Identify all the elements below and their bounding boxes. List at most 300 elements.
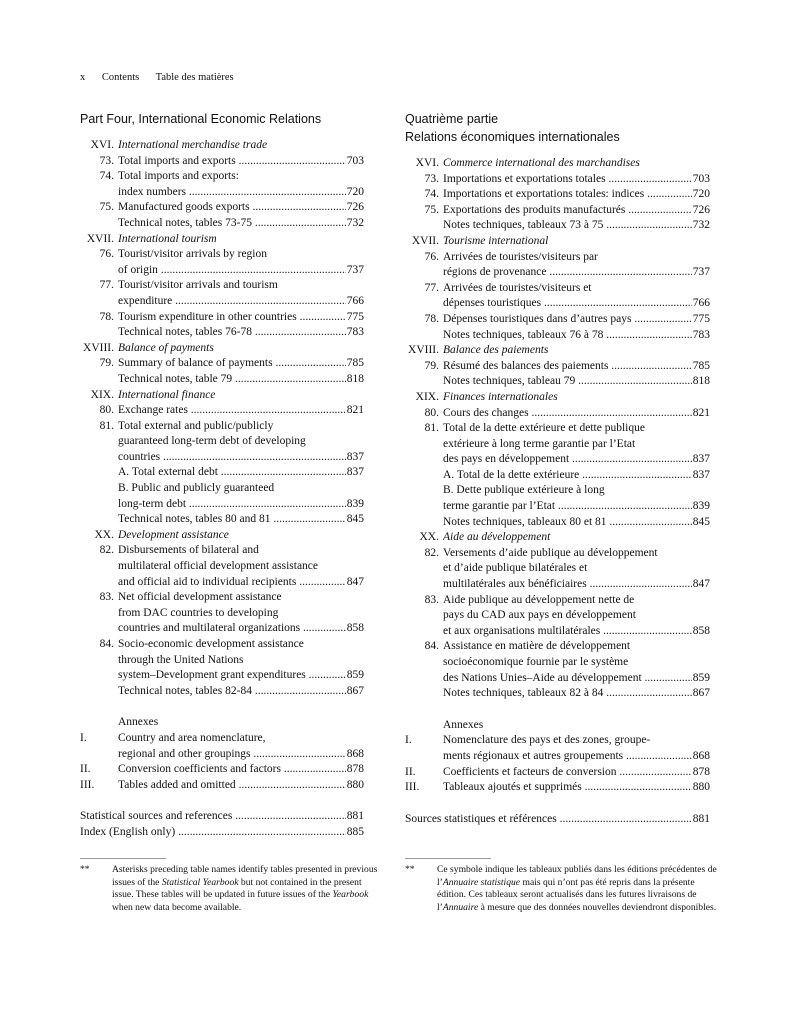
- part-title-line: Part Four, International Economic Relations: [80, 112, 322, 126]
- toc-line: [405, 390, 710, 406]
- entry-number: 82.: [99, 544, 114, 557]
- entry-title: Conversion coefficients and factors .....: [118, 762, 346, 778]
- toc-line: [80, 341, 364, 357]
- entry-number: 77.: [99, 279, 114, 292]
- toc-entry: [405, 172, 710, 188]
- indent: [80, 294, 118, 310]
- indent: [405, 608, 443, 624]
- indent: [405, 218, 443, 234]
- toc-line: [80, 653, 364, 669]
- toc-line: [405, 639, 710, 655]
- toc-entry: [80, 356, 364, 372]
- indent: [405, 483, 443, 499]
- page-number: 785: [692, 359, 710, 372]
- footnote-segment: Annuaire: [442, 901, 479, 913]
- toc-entry: [80, 185, 364, 201]
- entry-number: 76.: [99, 248, 114, 261]
- footnote-mark: **: [80, 864, 90, 875]
- indent: [405, 296, 443, 312]
- indent: [405, 328, 443, 344]
- entry-title: Technical notes, tables 80 and 81 .....: [118, 512, 346, 528]
- indent: [80, 325, 118, 341]
- indent: [405, 718, 443, 734]
- toc-entry: [80, 465, 364, 481]
- entry-title: Notes techniques, tableau 79 .....: [443, 374, 692, 390]
- running-head: [80, 72, 248, 83]
- entry-title: terme garantie par l’Etat .....: [443, 499, 692, 515]
- toc-line: [405, 234, 710, 250]
- entry-title: regional and other groupings .....: [118, 747, 346, 763]
- entry-number: XVII.: [411, 234, 439, 247]
- entry-number: 73.: [424, 172, 439, 185]
- toc-entry: [80, 778, 364, 794]
- entry-number: 80.: [99, 404, 114, 417]
- entry-title: International finance: [118, 388, 216, 401]
- toc-line: [80, 138, 364, 154]
- entry-title: Sources statistiques et références .....: [405, 812, 692, 828]
- footnote-segment: à mesure que des données nouvelles deviendront disponibles.: [478, 901, 717, 913]
- entry-title: expenditure .....: [118, 294, 346, 310]
- toc-entry: [405, 499, 710, 515]
- entry-title: Tourist/visitor arrivals and tourism: [118, 279, 278, 292]
- entry-title: des pays en développement .....: [443, 452, 692, 468]
- footnote-mark: **: [405, 864, 415, 875]
- footnote-text: [437, 864, 723, 914]
- entry-title: Tourisme international: [443, 234, 549, 247]
- indent: [80, 465, 118, 481]
- entry-title: Tableaux ajoutés et supprimés .....: [443, 780, 692, 796]
- page-number: 867: [346, 684, 364, 697]
- page-number: 859: [346, 669, 364, 682]
- entry-number: II.: [405, 765, 416, 778]
- toc-entry: [405, 187, 710, 203]
- toc-line: [405, 733, 710, 749]
- entry-title: dépenses touristiques .....: [443, 296, 692, 312]
- toc-line: [80, 528, 364, 544]
- entry-number: XX.: [94, 528, 114, 541]
- entry-title: countries and multilateral organizations .....: [118, 621, 346, 637]
- indent: [405, 437, 443, 453]
- entry-title: B. Public and publicly guaranteed: [118, 482, 275, 495]
- footnote-segment: Yearbook: [332, 889, 369, 901]
- indent: [80, 575, 118, 591]
- entry-number: 83.: [424, 593, 439, 606]
- entry-title: long-term debt .....: [118, 497, 346, 513]
- footnote-segment: Ce symbole indique les tableaux publiés dans les éditions précédentes de l’: [437, 864, 717, 888]
- toc-line: [405, 608, 710, 624]
- entry-title: International tourism: [118, 232, 217, 245]
- page-number: 737: [692, 266, 710, 279]
- toc-entry: [405, 328, 710, 344]
- toc-entry: [405, 686, 710, 702]
- entry-title: socioéconomique fournie par le système: [443, 656, 629, 668]
- entry-number: 81.: [99, 419, 114, 432]
- running-head-contents: Contents: [101, 72, 140, 83]
- entry-title: Technical notes, tables 76-78 .....: [118, 325, 346, 341]
- indent: [80, 481, 118, 497]
- entry-title: Total imports and exports .....: [118, 154, 346, 170]
- toc-line: [405, 250, 710, 266]
- toc-entry: [405, 749, 710, 765]
- page-number: 845: [692, 515, 710, 528]
- entry-title: Country and area nomenclature,: [118, 731, 266, 744]
- entry-title: A. Total external debt .....: [118, 465, 346, 481]
- entry-number: I.: [80, 731, 87, 744]
- entry-title: ments régionaux et autres groupements .....: [443, 749, 692, 765]
- entry-number: 83.: [99, 591, 114, 604]
- entry-number: XIX.: [415, 390, 439, 403]
- toc-entry: [80, 154, 364, 170]
- toc-line: [405, 655, 710, 671]
- entry-title: Versements d’aide publique au développement: [443, 546, 658, 559]
- page-number: 703: [346, 154, 364, 167]
- entry-title: pays du CAD aux pays en développement: [443, 609, 636, 622]
- entry-title: Technical notes, tables 82-84 .....: [118, 684, 346, 700]
- entry-title: B. Dette publique extérieure à long: [443, 484, 605, 497]
- entry-title: des Nations Unies–Aide au développement .....: [443, 671, 692, 687]
- page-number: 737: [346, 263, 364, 276]
- toc-entry: [80, 825, 364, 841]
- french-toc-list: [405, 156, 710, 827]
- toc-line: [405, 561, 710, 577]
- footnote-segment: mais qui n’ont pas été repris dans la présente édition. Ces tableaux seront actualisés dans les futures livraisons de l’: [437, 876, 697, 913]
- english-contents-column: [80, 110, 364, 841]
- entry-title: Disbursements of bilateral and: [118, 544, 259, 557]
- toc-entry: [80, 200, 364, 216]
- entry-title: Summary of balance of payments .....: [118, 356, 346, 372]
- entry-title: Net official development assistance: [118, 591, 282, 604]
- indent: [80, 621, 118, 637]
- spacer: [405, 796, 710, 812]
- entry-title: Notes techniques, tableaux 76 à 78 .....: [443, 328, 692, 344]
- page-number: 766: [692, 297, 710, 310]
- page-number: 837: [346, 450, 364, 463]
- page-number: 867: [692, 687, 710, 700]
- entry-title: extérieure à long terme garantie par l’Etat: [443, 437, 636, 450]
- indent: [80, 216, 118, 232]
- entry-number: II.: [80, 763, 91, 776]
- toc-line: [405, 546, 710, 562]
- entry-number: 78.: [424, 312, 439, 325]
- english-toc-list: [80, 138, 364, 841]
- indent: [80, 559, 118, 575]
- indent: [80, 434, 118, 450]
- footnote-french: [405, 858, 723, 914]
- toc-entry: [80, 450, 364, 466]
- toc-entry: [405, 812, 710, 828]
- page-number: 878: [692, 765, 710, 778]
- entry-number: 75.: [99, 201, 114, 214]
- toc-line: [80, 637, 364, 653]
- entry-number: III.: [80, 778, 95, 791]
- toc-line: [405, 281, 710, 297]
- toc-entry: [80, 809, 364, 825]
- footnote-rule: [80, 858, 166, 859]
- entry-title: through the United Nations: [118, 653, 244, 666]
- page-number: 881: [346, 810, 364, 823]
- toc-line: [80, 232, 364, 248]
- toc-entry: [405, 359, 710, 375]
- entry-title: Importations et exportations totales: indices .....: [443, 187, 692, 203]
- entry-number: XVI.: [415, 157, 439, 169]
- page-number: 775: [692, 312, 710, 325]
- entry-title: Balance of payments: [118, 341, 214, 354]
- page-number: 837: [346, 466, 364, 479]
- entry-title: Aide au développement: [443, 531, 551, 544]
- indent: [80, 497, 118, 513]
- entry-number: XVIII.: [83, 341, 114, 354]
- entry-title: Tourism expenditure in other countries .....: [118, 310, 346, 326]
- toc-line: [80, 590, 364, 606]
- indent: [405, 374, 443, 390]
- toc-entry: [405, 374, 710, 390]
- page-number: 845: [346, 513, 364, 526]
- toc-entry: [405, 265, 710, 281]
- toc-entry: [80, 668, 364, 684]
- toc-line: [80, 481, 364, 497]
- toc-entry: [80, 497, 364, 513]
- indent: [405, 468, 443, 484]
- toc-line: [80, 434, 364, 450]
- entry-number: I.: [405, 734, 412, 747]
- entry-number: 76.: [424, 250, 439, 263]
- entry-title: Tourist/visitor arrivals by region: [118, 248, 267, 261]
- toc-line: [80, 715, 364, 731]
- footnote-segment: Annuaire statistique: [442, 876, 521, 888]
- entry-title: A. Total de la dette extérieure .....: [443, 468, 692, 484]
- entry-title: Importations et exportations totales .....: [443, 172, 692, 188]
- page-number: 881: [692, 812, 710, 825]
- toc-entry: [80, 325, 364, 341]
- entry-title: of origin .....: [118, 263, 346, 279]
- page-number: 859: [692, 671, 710, 684]
- entry-title: et aux organisations multilatérales .....: [443, 624, 692, 640]
- page-number: 720: [692, 188, 710, 201]
- entry-title: Index (English only) .....: [80, 825, 346, 841]
- toc-entry: [405, 452, 710, 468]
- toc-line: [80, 606, 364, 622]
- toc-line: [80, 278, 364, 294]
- indent: [405, 686, 443, 702]
- toc-line: [80, 543, 364, 559]
- page-number: 726: [346, 201, 364, 214]
- entry-title: Dépenses touristiques dans d’autres pays .....: [443, 312, 692, 328]
- page-number: 880: [346, 778, 364, 791]
- page-number: 885: [346, 825, 364, 838]
- entry-number: 84.: [424, 640, 439, 653]
- page-number: 821: [346, 404, 364, 417]
- page-number: 858: [346, 622, 364, 635]
- indent: [80, 185, 118, 201]
- page-number: 878: [346, 763, 364, 776]
- entry-title: Notes techniques, tableaux 82 à 84 .....: [443, 686, 692, 702]
- entry-number: 77.: [424, 281, 439, 294]
- page-number: 818: [692, 375, 710, 388]
- toc-entry: [405, 312, 710, 328]
- entry-number: 75.: [424, 203, 439, 216]
- toc-line: [405, 343, 710, 359]
- indent: [405, 624, 443, 640]
- entry-number: 74.: [424, 188, 439, 201]
- toc-line: [405, 437, 710, 453]
- toc-entry: [80, 372, 364, 388]
- entry-title: Notes techniques, tableaux 80 et 81 .....: [443, 515, 692, 531]
- entry-number: 82.: [424, 546, 439, 559]
- entry-title: régions de provenance .....: [443, 265, 692, 281]
- indent: [405, 577, 443, 593]
- toc-entry: [80, 512, 364, 528]
- entry-number: 79.: [99, 357, 114, 370]
- entry-number: 81.: [424, 422, 439, 435]
- entry-title: countries .....: [118, 450, 346, 466]
- entry-title: Nomenclature des pays et des zones, groupe-: [443, 734, 651, 747]
- toc-entry: [80, 310, 364, 326]
- page-number: 783: [346, 326, 364, 339]
- entry-title: Résumé des balances des paiements .....: [443, 359, 692, 375]
- page-number: 837: [692, 468, 710, 481]
- entry-title: Technical notes, table 79 .....: [118, 372, 346, 388]
- entry-title: Statistical sources and references .....: [80, 809, 346, 825]
- entry-title: Total imports and exports:: [118, 170, 239, 183]
- entry-title: et d’aide publique bilatérales et: [443, 562, 588, 575]
- entry-title: Arrivées de touristes/visiteurs et: [443, 281, 592, 294]
- indent: [405, 265, 443, 281]
- indent: [80, 512, 118, 528]
- page-number: 785: [346, 357, 364, 370]
- entry-title: Assistance en matière de développement: [443, 640, 631, 653]
- toc-line: [405, 718, 710, 734]
- page-number: 766: [346, 294, 364, 307]
- toc-entry: [80, 403, 364, 419]
- indent: [405, 452, 443, 468]
- entry-number: XVII.: [86, 232, 114, 245]
- indent: [80, 747, 118, 763]
- toc-entry: [405, 577, 710, 593]
- toc-entry: [405, 765, 710, 781]
- page-number: 732: [346, 216, 364, 229]
- toc-line: [405, 421, 710, 437]
- toc-entry: [405, 780, 710, 796]
- page-number: 847: [346, 575, 364, 588]
- page-number: 858: [692, 624, 710, 637]
- indent: [80, 668, 118, 684]
- page-number: 839: [692, 500, 710, 513]
- entry-title: Total external and public/publicly: [118, 419, 274, 432]
- entry-title: Exportations des produits manufacturés .....: [443, 203, 692, 219]
- entry-number: XIX.: [90, 388, 114, 401]
- footnote-segment: but not contained in the present issue. These tables will be updated in future issues of the: [112, 876, 362, 901]
- entry-number: XVIII.: [408, 344, 439, 357]
- entry-number: 74.: [99, 170, 114, 183]
- page-number: 847: [692, 578, 710, 591]
- indent: [80, 684, 118, 700]
- entry-number: 79.: [424, 359, 439, 372]
- indent: [405, 749, 443, 765]
- toc-entry: [405, 671, 710, 687]
- toc-entry: [80, 216, 364, 232]
- part-title-french: [405, 110, 710, 146]
- page-number: 775: [346, 310, 364, 323]
- toc-entry: [80, 294, 364, 310]
- entry-title: Commerce international des marchandises: [443, 157, 640, 169]
- entry-title: Aide publique au développement nette de: [443, 593, 635, 606]
- entry-title: International merchandise trade: [118, 139, 268, 151]
- page-number: x: [80, 72, 86, 83]
- footnote-segment: Statistical Yearbook: [161, 876, 239, 888]
- entry-title: multilatérales aux bénéficiaires .....: [443, 577, 692, 593]
- entry-title: Total de la dette extérieure et dette publique: [443, 422, 645, 435]
- indent: [80, 263, 118, 279]
- indent: [405, 515, 443, 531]
- toc-entry: [405, 296, 710, 312]
- page-number: 837: [692, 453, 710, 466]
- toc-entry: [405, 515, 710, 531]
- entry-title: and official aid to individual recipients .....: [118, 575, 346, 591]
- indent: [80, 606, 118, 622]
- toc-entry: [405, 406, 710, 422]
- entry-title: Socio-economic development assistance: [118, 638, 304, 650]
- page-number: 868: [346, 747, 364, 760]
- spacer: [80, 793, 364, 809]
- toc-line: [80, 247, 364, 263]
- footnote-text: [112, 864, 382, 914]
- entry-title: system–Development grant expenditures .....: [118, 668, 346, 684]
- entry-number: 78.: [99, 310, 114, 323]
- indent: [80, 450, 118, 466]
- entry-title: Tables added and omitted .....: [118, 778, 346, 794]
- toc-line: [405, 530, 710, 546]
- part-title-line: Relations économiques internationales: [405, 130, 620, 144]
- entry-title: index numbers .....: [118, 185, 346, 201]
- page-number: 880: [692, 781, 710, 794]
- page-number: 868: [692, 749, 710, 762]
- indent: [405, 499, 443, 515]
- page-number: 732: [692, 219, 710, 232]
- part-title-line: Quatrième partie: [405, 112, 499, 126]
- toc-line: [80, 559, 364, 575]
- toc-entry: [80, 621, 364, 637]
- entry-title: Annexes: [443, 718, 484, 731]
- toc-line: [405, 593, 710, 609]
- entry-title: Arrivées de touristes/visiteurs par: [443, 250, 598, 263]
- part-title-english: [80, 110, 364, 128]
- toc-entry: [80, 575, 364, 591]
- entry-title: Exchange rates .....: [118, 403, 346, 419]
- entry-number: 73.: [99, 154, 114, 167]
- page-number: 821: [692, 406, 710, 419]
- entry-number: III.: [405, 781, 420, 794]
- indent: [80, 715, 118, 731]
- toc-line: [405, 483, 710, 499]
- toc-entry: [80, 263, 364, 279]
- page-number: 839: [346, 497, 364, 510]
- entry-title: Balance des paiements: [443, 344, 549, 357]
- toc-entry: [405, 624, 710, 640]
- indent: [405, 655, 443, 671]
- french-contents-column: [405, 110, 710, 827]
- toc-entry: [405, 203, 710, 219]
- entry-title: multilateral official development assistance: [118, 560, 319, 573]
- toc-entry: [405, 468, 710, 484]
- entry-title: Finances internationales: [443, 390, 558, 403]
- toc-entry: [405, 218, 710, 234]
- entry-title: Annexes: [118, 716, 159, 729]
- indent: [80, 653, 118, 669]
- toc-line: [80, 169, 364, 185]
- toc-line: [80, 419, 364, 435]
- toc-entry: [80, 684, 364, 700]
- page-number: 720: [346, 185, 364, 198]
